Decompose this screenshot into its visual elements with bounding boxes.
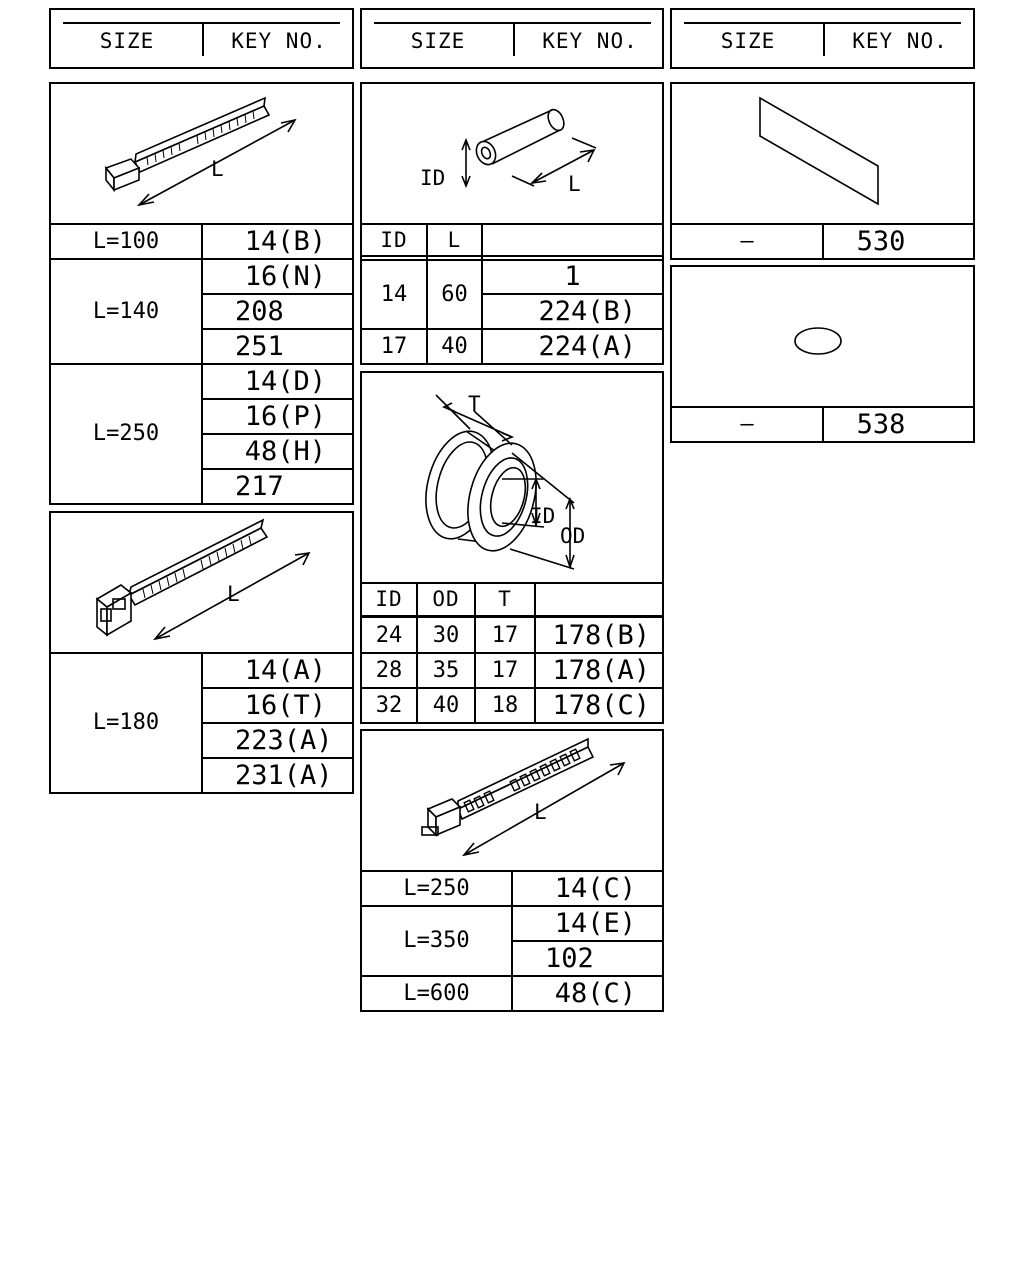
id-cell: 28 <box>375 657 403 683</box>
header-key-label: KEY NO. <box>542 29 638 53</box>
column-header-t: T <box>498 587 512 611</box>
cable-tie-illustration <box>51 84 352 225</box>
key-cell: 208 <box>235 295 284 327</box>
key-cell: 231(A) <box>235 759 333 791</box>
key-cell: 224(B) <box>538 295 636 327</box>
sheet-panel <box>670 82 975 260</box>
column-header-id: ID <box>375 587 403 611</box>
size-cell: — <box>740 411 754 437</box>
size-cell: L=250 <box>92 421 160 446</box>
grommet-illustration <box>362 373 662 583</box>
id-cell: 32 <box>375 692 403 718</box>
key-cell: 16(P) <box>244 400 326 432</box>
key-cell: 251 <box>235 330 284 362</box>
size-cell: L=600 <box>403 980 470 1006</box>
cable-tie-illustration <box>51 513 352 653</box>
size-cell: — <box>740 228 754 254</box>
id-cell: 24 <box>375 622 403 648</box>
key-cell: 1 <box>564 261 581 292</box>
tie-b-panel <box>49 511 354 794</box>
column-header-od: OD <box>432 587 460 611</box>
key-cell: 14(A) <box>244 654 326 686</box>
od-cell: 30 <box>432 622 460 648</box>
dimension-l-label: L <box>568 172 581 196</box>
key-cell: 178(C) <box>552 689 650 721</box>
key-cell: 48(H) <box>244 435 326 467</box>
id-cell: 14 <box>380 281 408 307</box>
header-key-label: KEY NO. <box>852 29 948 53</box>
od-cell: 40 <box>432 692 460 718</box>
t-cell: 17 <box>491 657 519 683</box>
column-header-l: L <box>447 227 462 252</box>
dimension-l-label: L <box>534 800 547 824</box>
size-cell: L=180 <box>92 710 160 735</box>
id-cell: 17 <box>380 333 408 359</box>
header-col-1 <box>49 8 354 69</box>
key-cell: 48(C) <box>554 977 636 1009</box>
dimension-id-label: ID <box>420 166 446 190</box>
dimension-t-label: T <box>468 392 481 416</box>
key-cell: 223(A) <box>235 724 333 756</box>
header-size-label: SIZE <box>410 29 466 53</box>
size-cell: L=250 <box>403 875 470 901</box>
key-cell: 14(E) <box>554 907 636 939</box>
t-cell: 18 <box>491 692 519 718</box>
key-cell: 14(C) <box>554 872 636 904</box>
tie-a-panel <box>49 82 354 505</box>
column-header-id: ID <box>380 227 408 252</box>
tube-illustration <box>362 84 662 225</box>
key-cell: 16(T) <box>244 689 326 721</box>
dimension-id-label: ID <box>530 504 556 528</box>
key-cell: 217 <box>235 470 284 502</box>
od-cell: 35 <box>432 657 460 683</box>
key-cell: 530 <box>856 225 906 257</box>
oval-illustration <box>672 267 973 408</box>
key-cell: 14(B) <box>244 225 326 257</box>
key-cell: 16(N) <box>244 260 326 292</box>
key-cell: 102 <box>545 942 594 974</box>
key-cell: 14(D) <box>244 365 326 397</box>
dimension-od-label: OD <box>560 524 586 548</box>
sheet-illustration <box>672 84 973 225</box>
key-cell: 538 <box>856 408 906 440</box>
t-cell: 17 <box>491 622 519 648</box>
l-cell: 40 <box>441 333 468 359</box>
grommet-panel <box>360 371 664 724</box>
size-cell: L=140 <box>92 298 160 324</box>
dimension-l-label: L <box>227 582 240 606</box>
key-cell: 178(B) <box>552 619 650 651</box>
dimension-l-label: L <box>211 157 224 181</box>
l-cell: 60 <box>441 281 468 307</box>
size-cell: L=100 <box>92 228 160 254</box>
size-cell: L=350 <box>403 928 470 953</box>
tube-panel <box>360 82 664 365</box>
header-col-3 <box>670 8 975 69</box>
cable-tie-illustration <box>362 731 662 872</box>
header-size-label: SIZE <box>99 29 155 53</box>
key-cell: 224(A) <box>538 330 636 362</box>
tie-c-panel <box>360 729 664 1012</box>
header-col-2 <box>360 8 664 69</box>
header-key-label: KEY NO. <box>231 29 327 53</box>
header-size-label: SIZE <box>720 29 776 53</box>
key-cell: 178(A) <box>552 654 650 686</box>
oval-panel <box>670 265 975 443</box>
